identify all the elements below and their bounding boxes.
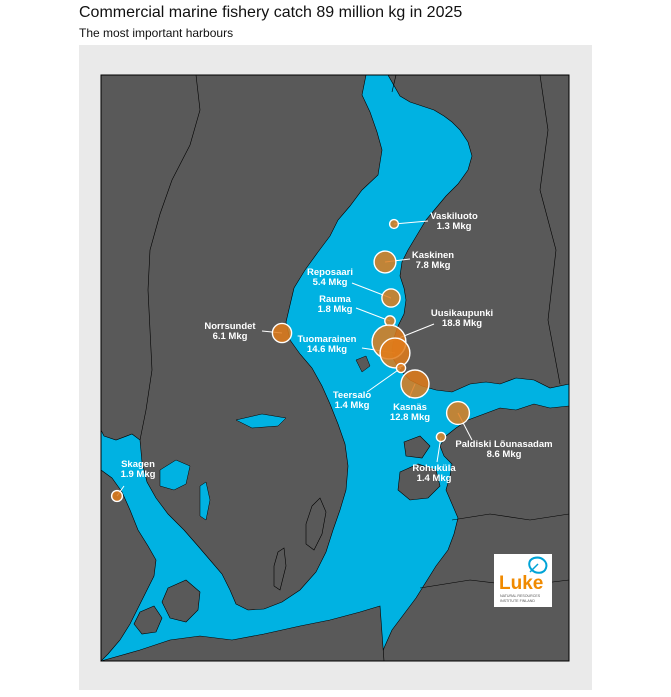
page-subtitle: The most important harbours [79,26,234,40]
luke-logo-mark [494,554,552,607]
bubble-kasn-s[interactable] [401,370,429,398]
luke-logo [494,554,552,607]
harbour-name-uusikaupunki: Uusikaupunki [430,308,494,319]
harbour-value-reposaari: 5.4 Mkg [312,277,348,288]
harbour-name-teersalo: Teersalo [332,390,372,401]
harbour-value-vaskiluoto: 1.3 Mkg [436,221,472,232]
bubble-skagen[interactable] [112,491,123,502]
harbour-name-reposaari: Reposaari [307,267,353,278]
harbour-value-paldiski-l-unasadam: 8.6 Mkg [486,449,522,460]
harbour-name-skagen: Skagen [121,459,155,470]
harbour-name-rauma: Rauma [319,294,351,305]
bubble-reposaari[interactable] [382,289,400,307]
harbour-name-vaskiluoto: Vaskiluoto [430,211,478,222]
harbour-name-kaskinen: Kaskinen [411,250,455,261]
page-title: Commercial marine fishery catch 89 million kg in 2025 [79,4,463,21]
harbour-value-kaskinen: 7.8 Mkg [415,260,451,271]
bubble-paldiski-l-unasadam[interactable] [447,402,470,425]
logo-brand: Luke [499,573,544,594]
harbour-name-norrsundet: Norrsundet [204,321,256,332]
bubble-tuomarainen[interactable] [380,338,410,368]
bubble-vaskiluoto[interactable] [390,220,399,229]
bubble-rohuk-la[interactable] [436,432,445,441]
harbour-name-kasn-s: Kasnäs [393,402,427,413]
harbour-name-tuomarainen: Tuomarainen [297,334,357,345]
harbour-name-paldiski-l-unasadam: Paldiski Lõunasadam [455,439,553,450]
harbour-value-rohuk-la: 1.4 Mkg [416,473,452,484]
bubble-teersalo[interactable] [396,363,405,372]
harbour-value-uusikaupunki: 18.8 Mkg [441,318,483,329]
harbour-name-rohuk-la: Rohuküla [412,463,456,474]
harbour-value-tuomarainen: 14.6 Mkg [306,344,348,355]
bubble-norrsundet[interactable] [272,323,291,342]
logo-line-1: NATURAL RESOURCES [500,594,541,598]
harbour-value-kasn-s: 12.8 Mkg [389,412,431,423]
harbour-value-skagen: 1.9 Mkg [120,469,156,480]
logo-line-2: INSTITUTE FINLAND [500,599,535,603]
harbour-value-norrsundet: 6.1 Mkg [212,331,248,342]
harbour-value-teersalo: 1.4 Mkg [334,400,370,411]
harbour-value-rauma: 1.8 Mkg [317,304,353,315]
bubble-kaskinen[interactable] [374,251,396,273]
